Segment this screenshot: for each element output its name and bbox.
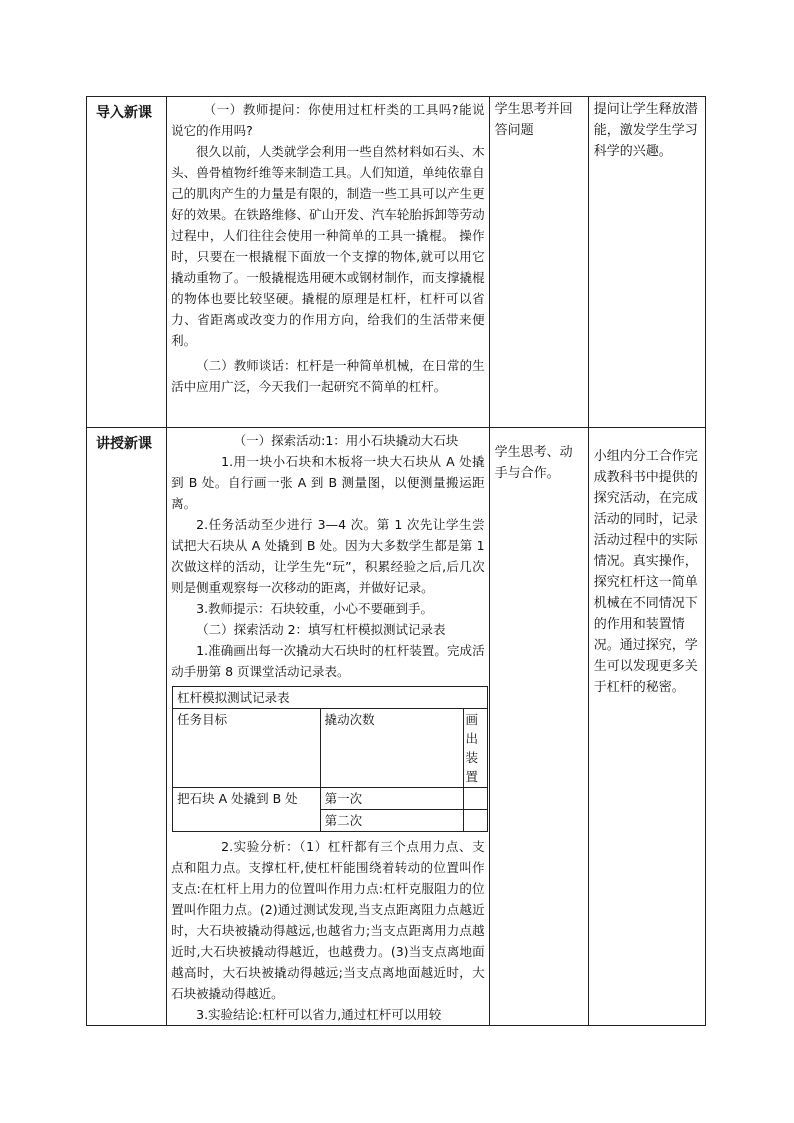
student-activity-teach: 学生思考、动手与合作。 [489, 428, 588, 1026]
design-intent-teach: 小组内分工合作完成教科书中提供的探究活动，在完成活动的同时，记录活动过程中的实际情况。真实操作，探究杠杆这一简单机械在不同情况下的作用和装置情况。通过探究，学生可以发现更多关于杠杆的秘密。 [588, 428, 705, 1026]
record-time-1: 第一次 [320, 788, 463, 810]
stage-label-intro: 导入新课 [87, 97, 167, 428]
activity-1-step-2: 2.任务活动至少进行 3—4 次。第 1 次先让学生尝试把大石块从 A 处撬到 B 处。因为大多数学生都是第 1 次做这样的活动，让学生先“玩”，积累经验之后,后几次则是侧重观察每一次移动的距离，并做好记录。 [171, 517, 485, 595]
conclusion-paragraph: 3.实验结论:杠杆可以省力,通过杠杆可以用较 [196, 1007, 442, 1022]
intro-paragraph-2: 很久以前，人类就学会利用一些自然材料如石头、木头、兽骨植物纤维等来制造工具。人们知道，单纯依靠自己的肌肉产生的力量是有限的，制造一些工具可以产生更好的效果。在铁路维修、矿山开发、汽车轮胎拆卸等劳动过程中，人们往往会使用一种简单的工具一撬棍。 操作时，只要在一根撬棍下面放一个支撑的物体,就可以用它撬动重物了。一般撬棍选用硬木或钢材制作，而支撑撬棍的物体也要比较坚硬。撬棍的原理是杠杆，杠杆可以省力、省距离或改变力的作用方向，给我们的生活带来便利。 [171, 144, 485, 348]
activity-1-step-1: 1.用一块小石块和木板将一块大石块从 A 处撬到 B 处。自行画一张 A 到 B 测量图，以便测量搬运距离。 [171, 454, 485, 511]
record-table-title: 杠杆模拟测试记录表 [173, 687, 488, 709]
table-row-teach [87, 428, 706, 1026]
record-header-times: 撬动次数 [320, 709, 463, 788]
content-cell-intro [167, 97, 490, 428]
student-activity-intro: 学生思考并回答问题 [489, 97, 588, 428]
activity-2-heading: （二）探索活动 2：填写杠杆模拟测试记录表 [196, 622, 446, 637]
record-table [172, 686, 488, 832]
activity-1-heading: （一）探索活动:1：用小石块撬动大石块 [233, 433, 459, 448]
record-header-draw-label: 画出装置 [465, 712, 479, 784]
table-row-intro [87, 97, 706, 428]
intro-paragraph-1: （一）教师提问：你使用过杠杆类的工具吗?能说说它的作用吗? [171, 102, 485, 138]
stage-label-teach: 讲授新课 [87, 428, 167, 1026]
record-time-2: 第二次 [320, 810, 463, 832]
design-intent-intro: 提问让学生释放潜能，激发学生学习科学的兴趣。 [588, 97, 705, 428]
content-cell-teach [167, 428, 490, 1026]
record-draw-2 [463, 810, 488, 832]
analysis-paragraph: 2.实验分析：（1）杠杆都有三个点用力点、支点和阻力点。支撑杠杆,使杠杆能围绕着转动的位置叫作支点:在杠杆上用力的位置叫作用力点:杠杆克服阻力的位置叫作阻力点。(2)通过测试发现,当支点距离阻力点越近时，大石块被撬动得越远,也越省力;当支点距离用力点越近时,大石块被撬动得越近，也越费力。(3)当支点离地面越高时，大石块被撬动得越远;当支点离地面越近时，大石块被撬动得越近。 [171, 839, 485, 1001]
record-header-task: 任务目标 [173, 709, 320, 788]
record-task-cell: 把石块 A 处撬到 B 处 [173, 788, 320, 832]
record-header-draw [463, 709, 488, 788]
lesson-plan-table [86, 96, 706, 1026]
intro-paragraph-3: （二）教师谈话：杠杆是一种简单机械，在日常的生活中应用广泛，今天我们一起研究不简单的杠杆。 [171, 358, 485, 394]
activity-2-step-1: 1.准确画出每一次撬动大石块时的杠杆装置。完成活动手册第 8 页课堂活动记录表。 [171, 643, 485, 679]
record-draw-1 [463, 788, 488, 810]
activity-1-step-3: 3.教师提示：石块较重，小心不要砸到手。 [196, 601, 434, 616]
